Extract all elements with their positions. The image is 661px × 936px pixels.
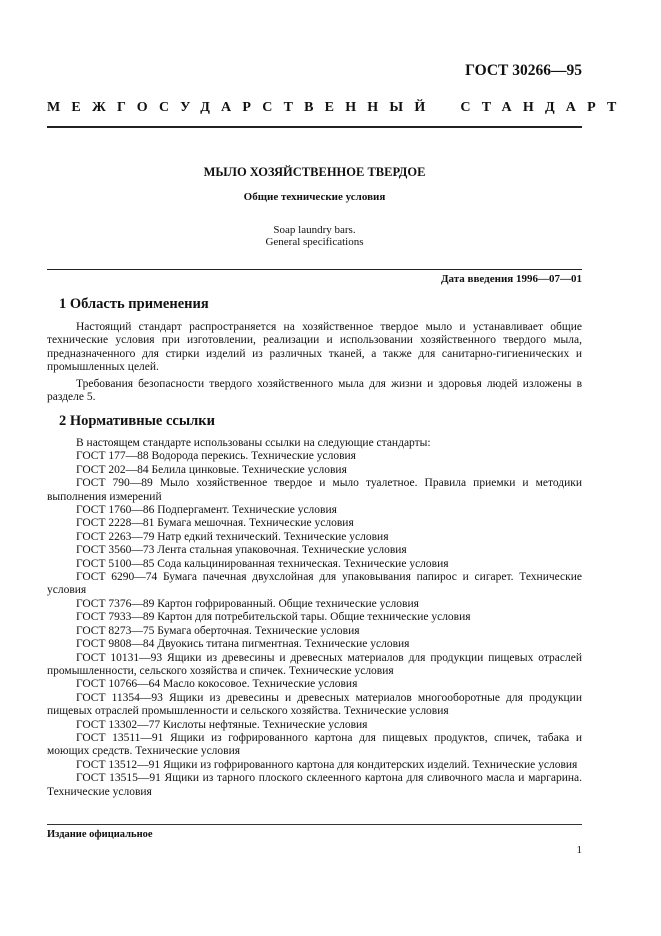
section-1-paragraph: Настоящий стандарт распространяется на хозяйственное твердое мыло и устанавливает общие технические условия при изготовлении, реализации и использовании хозяйственного твердого мыла, предназначенного для стирки изделий из различных тканей, а также для санитарно-гигиенических и промышленных целей. — [47, 321, 582, 374]
reference-item: ГОСТ 8273—75 Бумага оберточная. Технические условия — [76, 624, 360, 637]
reference-item: ГОСТ 13302—77 Кислоты нефтяные. Технические условия — [76, 718, 368, 731]
reference-item: ГОСТ 6290—74 Бумага пачечная двухслойная для упаковывания папирос и сигарет. Технические условия — [47, 571, 582, 597]
top-divider — [47, 126, 582, 128]
page-number: 1 — [576, 844, 582, 856]
reference-item: ГОСТ 13512—91 Ящики из гофрированного картона для кондитерских изделий. Технические условия — [76, 758, 578, 771]
reference-item: ГОСТ 10766—64 Масло кокосовое. Технические условия — [76, 678, 358, 691]
section-1-heading: 1 Область применения — [59, 296, 209, 312]
section-2-intro: В настоящем стандарте использованы ссылки на следующие стандарты: — [76, 437, 431, 449]
section-2-body — [47, 437, 582, 799]
footer-divider — [47, 824, 582, 825]
reference-item: ГОСТ 11354—93 Ящики из древесины и древесных материалов многооборотные для продукции пищевых отраслей промышленности и сельского хозяйства. Технические условия — [47, 691, 582, 718]
reference-item: ГОСТ 1760—86 Подпергамент. Технические условия — [76, 504, 337, 517]
introduction-date: Дата введения 1996—07—01 — [440, 273, 582, 285]
reference-item: ГОСТ 5100—85 Сода кальцинированная техническая. Технические условия — [76, 557, 449, 570]
reference-item: ГОСТ 202—84 Белила цинковые. Технические условия — [76, 463, 347, 476]
reference-item: ГОСТ 790—89 Мыло хозяйственное твердое и мыло туалетное. Правила приемки и методики выполнения измерений — [47, 477, 582, 503]
reference-item: ГОСТ 9808—84 Двуокись титана пигментная. Технические условия — [76, 638, 410, 651]
document-subtitle: Общие технические условия — [243, 191, 386, 203]
standard-type-heading — [47, 100, 628, 116]
section-1-paragraph: Требования безопасности твердого хозяйственного мыла для жизни и здоровья людей изложены в разделе 5. — [47, 377, 582, 404]
reference-item: ГОСТ 2263—79 Натр едкий технический. Технические условия — [76, 530, 389, 543]
reference-item: ГОСТ 7933—89 Картон для потребительской тары. Общие технические условия — [76, 611, 471, 624]
english-title-line-1: Soap laundry bars. — [273, 224, 356, 236]
gost-code: ГОСТ 30266—95 — [465, 62, 582, 79]
standard-word-standard: СТАНДАРТ — [460, 100, 628, 115]
reference-item: ГОСТ 3560—73 Лента стальная упаковочная. Технические условия — [76, 544, 407, 557]
reference-item: ГОСТ 13515—91 Ящики из тарного плоского склеенного картона для сливочного масла и маргарина. Технические условия — [47, 772, 582, 798]
english-title-line-2: General specifications — [265, 236, 364, 248]
title-divider — [47, 269, 582, 270]
reference-item: ГОСТ 13511—91 Ящики из гофрированного картона для пищевых продуктов, спичек, табака и моющих средств. Технические условия — [47, 731, 582, 758]
reference-item: ГОСТ 10131—93 Ящики из древесины и древесных материалов для продукции пищевых отраслей промышленности, сельского хозяйства и спичек. Технические условия — [47, 651, 582, 677]
standard-word-interstate: МЕЖГОСУДАРСТВЕННЫЙ — [47, 100, 437, 115]
section-1-body — [47, 321, 582, 404]
english-title — [47, 224, 582, 248]
reference-item: ГОСТ 2228—81 Бумага мешочная. Технические условия — [76, 517, 354, 530]
document-title: МЫЛО ХОЗЯЙСТВЕННОЕ ТВЕРДОЕ — [203, 165, 426, 179]
section-2-heading: 2 Нормативные ссылки — [59, 413, 215, 429]
reference-item: ГОСТ 177—88 Водорода перекись. Технические условия — [76, 450, 356, 463]
reference-item: ГОСТ 7376—89 Картон гофрированный. Общие технические условия — [76, 597, 419, 610]
edition-label: Издание официальное — [47, 829, 153, 840]
